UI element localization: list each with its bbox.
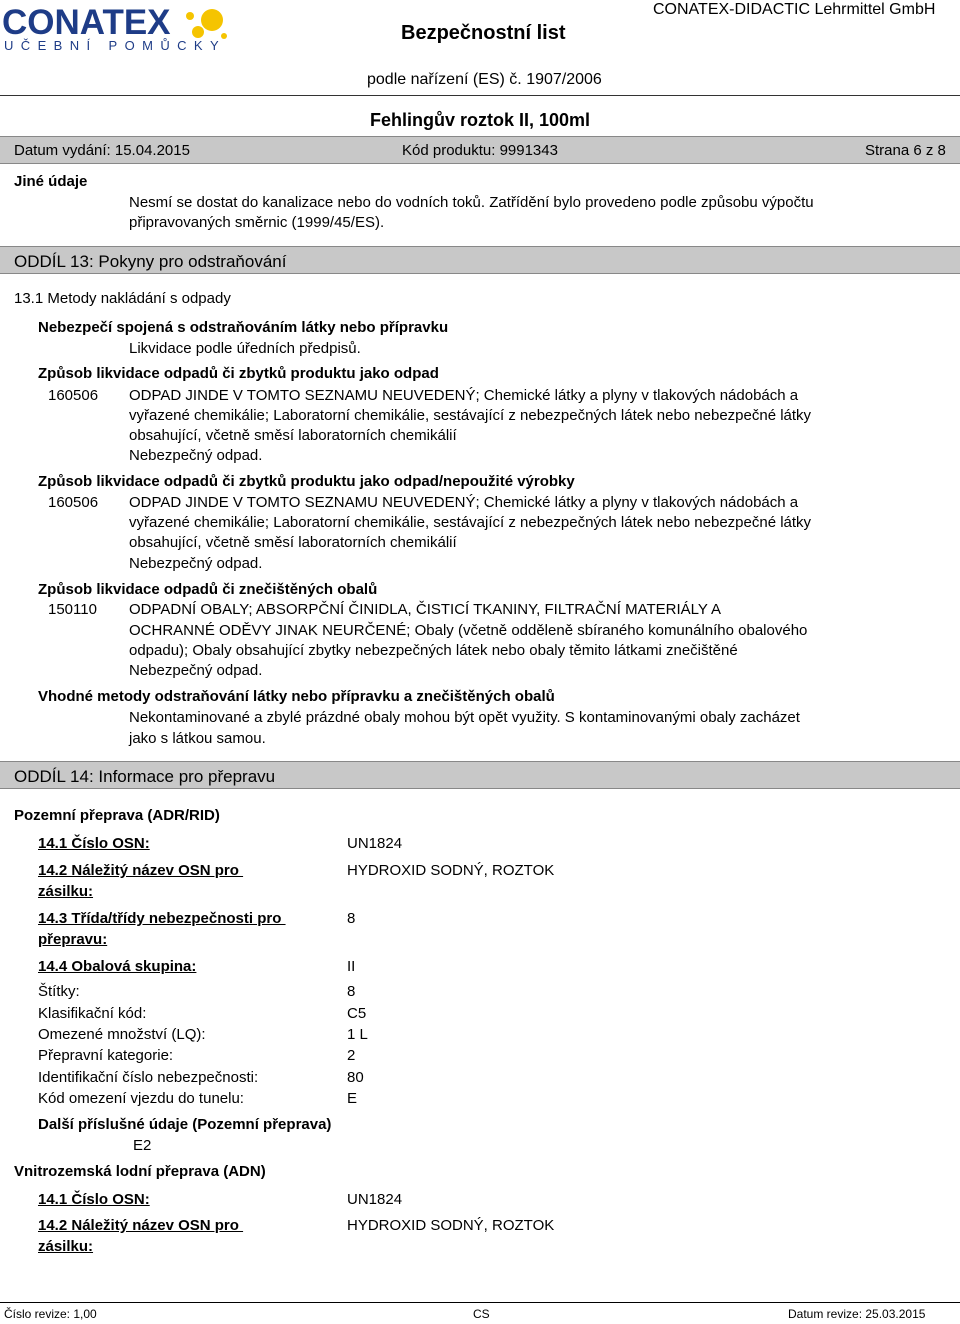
page-number: Strana 6 z 8 xyxy=(865,142,946,159)
waste-product-code: 160506 xyxy=(48,387,99,404)
waste-unused-line: ODPAD JINDE V TOMTO SEZNAMU NEUVEDENÝ; Chemické látky a plyny v tlakových nádobách a xyxy=(129,494,799,511)
hazard-class-value: 8 xyxy=(347,910,356,927)
shipping-name-value: HYDROXID SODNÝ, ROZTOK xyxy=(347,862,555,879)
waste-product-line: Nebezpečný odpad. xyxy=(129,447,263,464)
transport-row-value: 1 L xyxy=(347,1026,368,1043)
packaging-line: ODPADNÍ OBALY; ABSORPČNÍ ČINIDLA, ČISTICÍ TKANINY, FILTRAČNÍ MATERIÁLY A xyxy=(129,601,721,618)
packing-group-value: II xyxy=(347,958,356,975)
packaging-line: OCHRANNÉ ODĚVY JINAK NEURČENÉ; Obaly (včetně odděleně sbíraného komunálního obalového xyxy=(129,622,808,639)
section-13-subtitle: 13.1 Metody nakládání s odpady xyxy=(14,290,231,307)
un-number-label: 14.1 Číslo OSN: xyxy=(38,835,150,852)
waste-product-line: vyřazené chemikálie; Laboratorní chemikálie, sestávající z nebezpečných látek nebo nebezpečné látky xyxy=(129,407,812,424)
waste-product-heading: Způsob likvidace odpadů či zbytků produktu jako odpad xyxy=(38,365,439,382)
packaging-code: 150110 xyxy=(48,601,97,618)
transport-row-label: Štítky: xyxy=(38,983,80,1000)
revision-number: Číslo revize: 1,00 xyxy=(4,1307,97,1321)
other-info-text-2: připravovaných směrnic (1999/45/ES). xyxy=(129,214,385,231)
inland-transport-heading: Vnitrozemská lodní přeprava (ADN) xyxy=(14,1163,266,1180)
transport-row-value: 8 xyxy=(347,983,356,1000)
methods-line: Nekontaminované a zbylé prázdné obaly mohou být opět využity. S kontaminovanými obaly zacházet xyxy=(129,709,800,726)
inland-un-number-value: UN1824 xyxy=(347,1191,403,1208)
further-info-heading: Další příslušné údaje (Pozemní přeprava) xyxy=(38,1116,332,1133)
transport-row-label: Kód omezení vjezdu do tunelu: xyxy=(38,1090,244,1107)
section-13-title: ODDÍL 13: Pokyny pro odstraňování xyxy=(14,252,287,271)
language-code: CS xyxy=(473,1307,490,1321)
transport-row-label: Omezené množství (LQ): xyxy=(38,1026,206,1043)
transport-row-value: C5 xyxy=(347,1005,367,1022)
shipping-name-label-cont: zásilku: xyxy=(38,883,94,900)
document-title: Bezpečnostní list xyxy=(401,22,566,44)
packaging-heading: Způsob likvidace odpadů či znečištěných obalů xyxy=(38,581,378,598)
hazard-class-label-cont: přepravu: xyxy=(38,931,108,948)
revision-date: Datum revize: 25.03.2015 xyxy=(788,1307,926,1321)
issue-date: Datum vydání: 15.04.2015 xyxy=(14,142,190,159)
waste-unused-line: Nebezpečný odpad. xyxy=(129,555,263,572)
packing-group-label: 14.4 Obalová skupina: xyxy=(38,958,197,975)
methods-heading: Vhodné metody odstraňování látky nebo přípravku a znečištěných obalů xyxy=(38,688,555,705)
other-info-text-1: Nesmí se dostat do kanalizace nebo do vodních toků. Zatřídění bylo provedeno podle způsobu výpočtu xyxy=(129,194,814,211)
land-transport-heading: Pozemní přeprava (ADR/RID) xyxy=(14,807,220,824)
section-14-title: ODDÍL 14: Informace pro přepravu xyxy=(14,767,276,786)
product-code: Kód produktu: 9991343 xyxy=(402,142,558,159)
inland-shipping-name-label: 14.2 Náležitý název OSN pro xyxy=(38,1217,244,1234)
other-info-label: Jiné údaje xyxy=(14,173,88,190)
section-14-bar xyxy=(0,761,960,789)
waste-unused-line: obsahující, včetně směsí laboratorních chemikálií xyxy=(129,534,457,551)
un-number-value: UN1824 xyxy=(347,835,403,852)
danger-heading: Nebezpečí spojená s odstraňováním látky nebo přípravku xyxy=(38,319,449,336)
further-info-value: E2 xyxy=(133,1137,152,1154)
waste-unused-line: vyřazené chemikálie; Laboratorní chemikálie, sestávající z nebezpečných látek nebo nebezpečné látky xyxy=(129,514,812,531)
transport-row-value: 2 xyxy=(347,1047,356,1064)
regulation-text: podle nařízení (ES) č. 1907/2006 xyxy=(367,71,602,88)
header-divider xyxy=(0,95,960,96)
methods-line: jako s látkou samou. xyxy=(129,730,266,747)
transport-row-label: Klasifikační kód: xyxy=(38,1005,147,1022)
shipping-name-label: 14.2 Náležitý název OSN pro xyxy=(38,862,244,879)
transport-row-value: E xyxy=(347,1090,358,1107)
inland-shipping-name-value: HYDROXID SODNÝ, ROZTOK xyxy=(347,1217,555,1234)
waste-unused-heading: Způsob likvidace odpadů či zbytků produktu jako odpad/nepoužité výrobky xyxy=(38,473,575,490)
company-name: CONATEX-DIDACTIC Lehrmittel GmbH xyxy=(653,1,936,18)
danger-text: Likvidace podle úředních předpisů. xyxy=(129,340,361,357)
header-info-bar xyxy=(0,136,960,164)
logo-wordmark: CONATEX xyxy=(2,3,171,42)
transport-row-label: Přepravní kategorie: xyxy=(38,1047,174,1064)
inland-un-number-label: 14.1 Číslo OSN: xyxy=(38,1191,150,1208)
packaging-line: odpadu); Obaly obsahující zbytky nebezpečných látek nebo obaly těmito látkami znečištěné xyxy=(129,642,738,659)
company-logo xyxy=(2,4,232,56)
logo-subtitle: UČEBNÍ POMŮCKY xyxy=(4,38,227,53)
transport-row-label: Identifikační číslo nebezpečnosti: xyxy=(38,1069,259,1086)
transport-row-value: 80 xyxy=(347,1069,364,1086)
packaging-line: Nebezpečný odpad. xyxy=(129,662,263,679)
waste-product-line: ODPAD JINDE V TOMTO SEZNAMU NEUVEDENÝ; Chemické látky a plyny v tlakových nádobách a xyxy=(129,387,799,404)
product-name: Fehlingův roztok II, 100ml xyxy=(370,110,591,130)
footer-divider xyxy=(0,1302,960,1303)
waste-product-line: obsahující, včetně směsí laboratorních chemikálií xyxy=(129,427,457,444)
waste-unused-code: 160506 xyxy=(48,494,99,511)
section-13-bar xyxy=(0,246,960,274)
inland-shipping-name-label-cont: zásilku: xyxy=(38,1238,94,1255)
hazard-class-label: 14.3 Třída/třídy nebezpečnosti pro xyxy=(38,910,286,927)
